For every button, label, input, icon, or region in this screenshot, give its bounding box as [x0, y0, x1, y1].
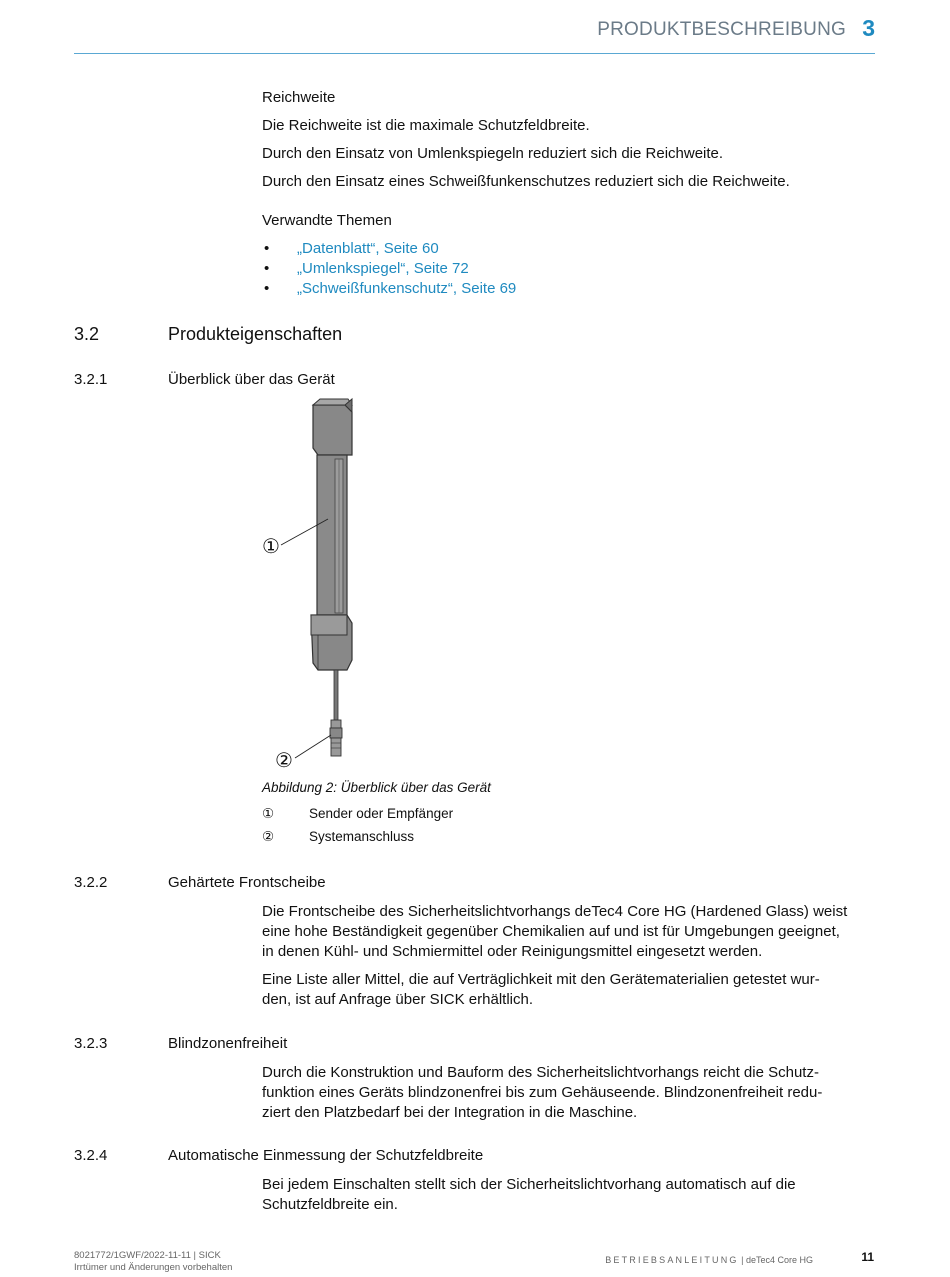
bullet: • — [264, 260, 270, 277]
section-3-2-4-title: Automatische Einmessung der Schutzfeldbreite — [168, 1147, 484, 1164]
footer-product: deTec4 Core HG — [745, 1255, 813, 1265]
text-line: Bei jedem Einschalten stellt sich der Sicherheitslichtvorhang automatisch auf die — [262, 1176, 796, 1193]
header-divider — [74, 53, 875, 54]
footer-manual-info — [605, 1250, 813, 1268]
figure-caption: Abbildung 2: Überblick über das Gerät — [262, 780, 491, 795]
running-header-title: PRODUKTBESCHREIBUNG — [597, 19, 846, 40]
footer-separator: | — [738, 1255, 746, 1265]
section-3-2-3-number: 3.2.3 — [74, 1035, 108, 1052]
section-3-2-number: 3.2 — [74, 324, 100, 344]
page-number: 11 — [861, 1250, 874, 1264]
footer-manual-label: BETRIEBSANLEITUNG — [605, 1255, 739, 1265]
link-datenblatt[interactable]: „Datenblatt“, Seite 60 — [297, 240, 439, 257]
legend-text-1: Sender oder Empfänger — [309, 806, 454, 821]
section-3-2-title: Produkteigenschaften — [168, 324, 343, 344]
callout-1: ① — [262, 536, 280, 558]
reichweite-paragraph-3: Durch den Einsatz eines Schweißfunkenschutzes reduziert sich die Reichweite. — [262, 173, 790, 190]
text-line: Durch die Konstruktion und Bauform des Sicherheitslichtvorhangs reicht die Schutz- — [262, 1064, 819, 1081]
text-line: den, ist auf Anfrage über SICK erhältlich. — [262, 991, 533, 1008]
footer-doc-id: 8021772/1GWF/2022-11-11 | SICK — [74, 1250, 221, 1261]
callout-2: ② — [275, 750, 293, 772]
text-line: Schutzfeldbreite ein. — [262, 1196, 398, 1213]
text-line: Die Frontscheibe des Sicherheitslichtvorhangs deTec4 Core HG (Hardened Glass) weist — [262, 903, 848, 920]
bullet: • — [264, 240, 270, 257]
legend-mark-1: ① — [262, 806, 275, 821]
device-illustration — [255, 395, 375, 775]
legend-mark-2: ② — [262, 829, 275, 844]
legend-text-2: Systemanschluss — [309, 829, 415, 844]
related-topics-heading: Verwandte Themen — [262, 212, 392, 229]
bullet: • — [264, 280, 270, 297]
text-line: in denen Kühl- und Schmiermittel oder Reinigungsmittel eingesetzt werden. — [262, 943, 763, 960]
reichweite-paragraph-2: Durch den Einsatz von Umlenkspiegeln reduziert sich die Reichweite. — [262, 145, 724, 162]
reichweite-heading: Reichweite — [262, 89, 336, 106]
link-schweissfunkenschutz[interactable]: „Schweißfunkenschutz“, Seite 69 — [297, 280, 517, 297]
section-3-2-2-title: Gehärtete Frontscheibe — [168, 874, 326, 891]
section-3-2-1-number: 3.2.1 — [74, 371, 108, 388]
section-3-2-2-number: 3.2.2 — [74, 874, 108, 891]
reichweite-paragraph-1: Die Reichweite ist die maximale Schutzfeldbreite. — [262, 117, 590, 134]
section-3-2-3-title: Blindzonenfreiheit — [168, 1035, 288, 1052]
section-3-2-1-title: Überblick über das Gerät — [168, 371, 335, 388]
text-line: funktion eines Geräts blindzonenfrei bis zum Gehäuseende. Blindzonenfreiheit redu- — [262, 1084, 823, 1101]
running-header-chapter: 3 — [862, 15, 875, 41]
text-line: ziert den Platzbedarf bei der Integration in die Maschine. — [262, 1104, 638, 1121]
link-umlenkspiegel[interactable]: „Umlenkspiegel“, Seite 72 — [297, 260, 469, 277]
text-line: eine hohe Beständigkeit gegenüber Chemikalien auf und ist für Umgebungen geeignet, — [262, 923, 840, 940]
section-3-2-4-number: 3.2.4 — [74, 1147, 108, 1164]
text-line: Eine Liste aller Mittel, die auf Verträglichkeit mit den Gerätematerialien getestet wur- — [262, 971, 820, 988]
footer-disclaimer: Irrtümer und Änderungen vorbehalten — [74, 1262, 233, 1273]
